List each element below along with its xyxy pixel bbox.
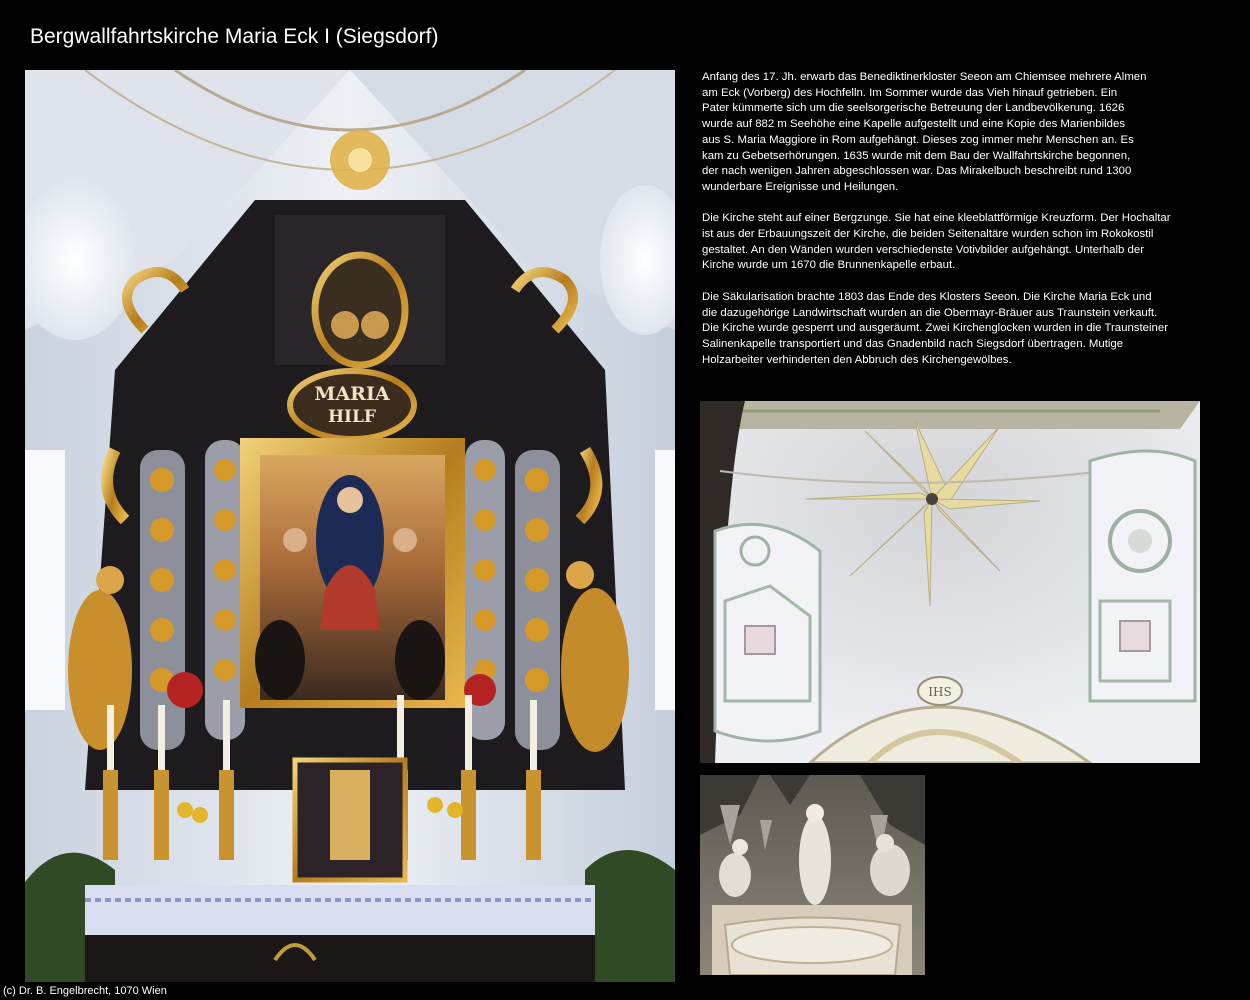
altar-inscription-line1: MARIA (314, 383, 390, 405)
vault-photo[interactable] (700, 401, 1200, 763)
altar-photo[interactable] (25, 70, 675, 982)
paragraph-secularisation: Die Säkularisation brachte 1803 das Ende des Klosters Seeon. Die Kirche Maria Eck und die dazugehörige Landwirtschaft wurden an die Obermayr-Bräuer aus Traunstein verkauft. Die Kirche wurde gesperrt und ausgeräumt. Zwei Kirchenglocken wurden in die Traunsteiner Salinenkapelle transportiert und das Gnadenbild nach Siegsdorf übertragen. Mutige Holzarbeiter verhinderten den Abbruch des Kirchengewölbes. (702, 290, 1168, 366)
vault-emblem: IHS (928, 685, 952, 699)
altar-image (25, 70, 675, 982)
vault-image (700, 401, 1200, 763)
paragraph-architecture: Die Kirche steht auf einer Bergzunge. Sie hat eine kleeblattförmige Kreuzform. Der Hochaltar ist aus der Erbauungszeit der Kirche, die beiden Seitenaltäre wurden schon im Rokokostil gestaltet. An den Wänden wurden verschiedenste Votivbilder aufgehängt. Unterhalb der Kirche wurde um 1670 die Brunnenkapelle erbaut. (702, 212, 1171, 272)
copyright-footer: (c) Dr. B. Engelbrecht, 1070 Wien (3, 985, 167, 997)
description-text (702, 70, 1202, 384)
fountain-photo[interactable] (700, 775, 925, 975)
altar-inscription-line2: HILF (327, 407, 377, 427)
paragraph-history: Anfang des 17. Jh. erwarb das Benediktinerkloster Seeon am Chiemsee mehrere Almen am Eck (Vorberg) des Hochfelln. Im Sommer wurde das Vieh hinauf getrieben. Ein Pater kümmerte sich um die seelsorgerische Betreuung der Landbevölkerung. 1626 wurde auf 882 m Seehöhe eine Kapelle aufgestellt und eine Kopie des Marienbildes aus S. Maria Maggiore in Rom aufgehängt. Dieses zog immer mehr Menschen an. Es kam zu Gebetserhörungen. 1635 wurde mit dem Bau der Wallfahrtskirche begonnen, der nach wenigen Jahren abgeschlossen war. Das Mirakelbuch beschreibt rund 1300 wunderbare Ereignisse und Heilungen. (702, 71, 1147, 193)
page-title: Bergwallfahrtskirche Maria Eck I (Siegsdorf) (30, 25, 439, 48)
fountain-image (700, 775, 925, 975)
